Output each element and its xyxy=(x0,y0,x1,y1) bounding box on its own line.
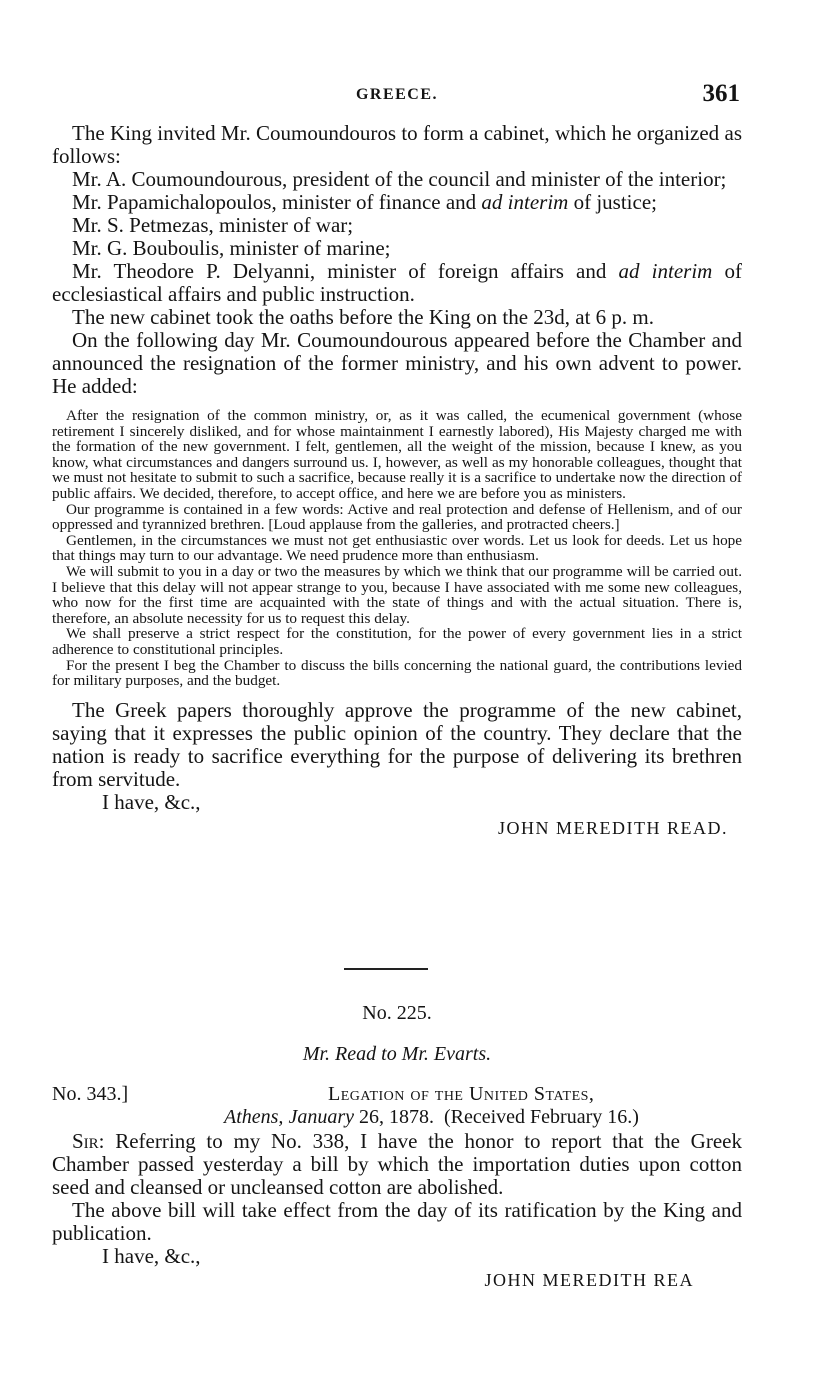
signature: JOHN MEREDITH READ. xyxy=(498,817,728,838)
quote-paragraph: For the present I beg the Chamber to discuss the bills concerning the national guard, the contributions levied for military purposes, and the budget. xyxy=(52,656,742,690)
cabinet-entry-text: of justice; xyxy=(568,190,657,214)
quote-paragraph: After the resignation of the common ministry, or, as it was called, the ecumenical government (whose retirement I sincerely disliked, and for whose maintainment I earnestly labored), His Majesty charged me with the formation of the new government. I felt, gentlemen, all the weight of the mission, because I knew, as you know, what circumstances and dangers surround us. I, however, as well as my honorable colleagues, thought that we must not hesitate to submit to such a sacrifice, because really it is a sacrifice to undertake now the direction of public affairs. We decided, therefore, to accept office, and here we are before you as ministers. xyxy=(52,407,742,502)
document-number: No. 225. xyxy=(362,1002,432,1024)
cabinet-entry xyxy=(52,191,742,214)
cabinet-entry-italic: ad interim xyxy=(618,259,713,283)
dispatch-number: No. 343.] xyxy=(52,1083,129,1105)
cabinet-entry xyxy=(52,168,742,191)
cabinet-entry xyxy=(52,214,742,237)
quote-paragraph: We shall preserve a strict respect for the constitution, for the power of every government lies in a strict adherence to constitutional principles. xyxy=(52,625,742,658)
dateline xyxy=(52,1083,742,1107)
main-text xyxy=(52,122,742,839)
date-rest: 26, 1878. xyxy=(353,1106,434,1128)
letter-body xyxy=(52,1130,742,1291)
letter-paragraph: The above bill will take effect from the day of its ratification by the King and publication. xyxy=(52,1198,742,1245)
document-title: Mr. Read to Mr. Evarts. xyxy=(302,1043,492,1065)
closing: I have, &c., xyxy=(102,1244,201,1268)
cabinet-entry-text: Mr. Papamichalopoulos, minister of finance and xyxy=(72,190,482,214)
paragraph-oath: The new cabinet took the oaths before the King on the 23d, at 6 p. m. xyxy=(72,305,655,329)
legation: Legation of the United States, xyxy=(328,1083,595,1105)
date-line xyxy=(224,1106,639,1129)
cabinet-entry-text: of ecclesiastical affairs and public instruction. xyxy=(52,259,742,306)
cabinet-entry-text: Mr. S. Petmezas, minister of war; xyxy=(72,213,354,237)
speech-quote xyxy=(52,408,742,689)
cabinet-entry-text: Mr. A. Coumoundourous, president of the council and minister of the interior; xyxy=(72,167,727,191)
page-number: 361 xyxy=(702,80,740,107)
page-header xyxy=(52,80,742,110)
closing: I have, &c., xyxy=(102,789,201,814)
signature: JOHN MEREDITH REA xyxy=(484,1270,694,1290)
paragraph-greek-papers: The Greek papers thoroughly approve the programme of the new cabinet, saying that it expresses the public opinion of the country. They declare that the nation is ready to sacrifice everything for the purpose of delivering its brethren from servitude. xyxy=(52,697,742,791)
salutation: Sir: xyxy=(72,1129,105,1153)
section-divider xyxy=(344,968,428,970)
quote-paragraph: Gentlemen, in the circumstances we must not get enthusiastic over words. Let us look for deeds. Let us hope that things may turn to our advantage. We need prudence more than enthusiasm. xyxy=(52,531,742,565)
cabinet-entry-text: Mr. G. Bouboulis, minister of marine; xyxy=(72,236,391,260)
cabinet-entry-italic: ad interim xyxy=(481,190,569,214)
cabinet-entry-text: Mr. Theodore P. Delyanni, minister of foreign affairs and xyxy=(72,259,619,283)
date-month: January xyxy=(288,1106,354,1128)
cabinet-entry xyxy=(52,237,742,260)
letter-paragraph xyxy=(52,1130,742,1199)
received-date: (Received February 16.) xyxy=(443,1106,639,1128)
place: Athens, xyxy=(224,1106,284,1128)
running-head: GREECE. xyxy=(355,86,439,103)
cabinet-entry xyxy=(52,260,742,306)
quote-paragraph: Our programme is contained in a few words: Active and real protection and defense of Hellenism, and of our oppressed and tyrannized brethren. [Loud applause from the galleries, and protracted cheers.] xyxy=(52,500,742,534)
letter-paragraph-text: Referring to my No. 338, I have the honor to report that the Greek Chamber passed yesterday a bill by which the importation duties upon cotton seed and cleansed or uncleansed cotton are abolished. xyxy=(52,1129,742,1199)
paragraph-following-day: On the following day Mr. Coumoundourous appeared before the Chamber and announced the resignation of the former ministry, and his own advent to power. He added: xyxy=(52,328,742,398)
paragraph-cabinet-intro: The King invited Mr. Coumoundouros to form a cabinet, which he organized as follows: xyxy=(52,121,742,168)
quote-paragraph: We will submit to you in a day or two the measures by which we think that our programme will be carried out. I believe that this delay will not appear strange to you, because I have associated with me some new colleagues, who now for the first time are acquainted with the state of things and with the actual situation. There is, therefore, an absolute necessity for us to request this delay. xyxy=(52,562,742,627)
